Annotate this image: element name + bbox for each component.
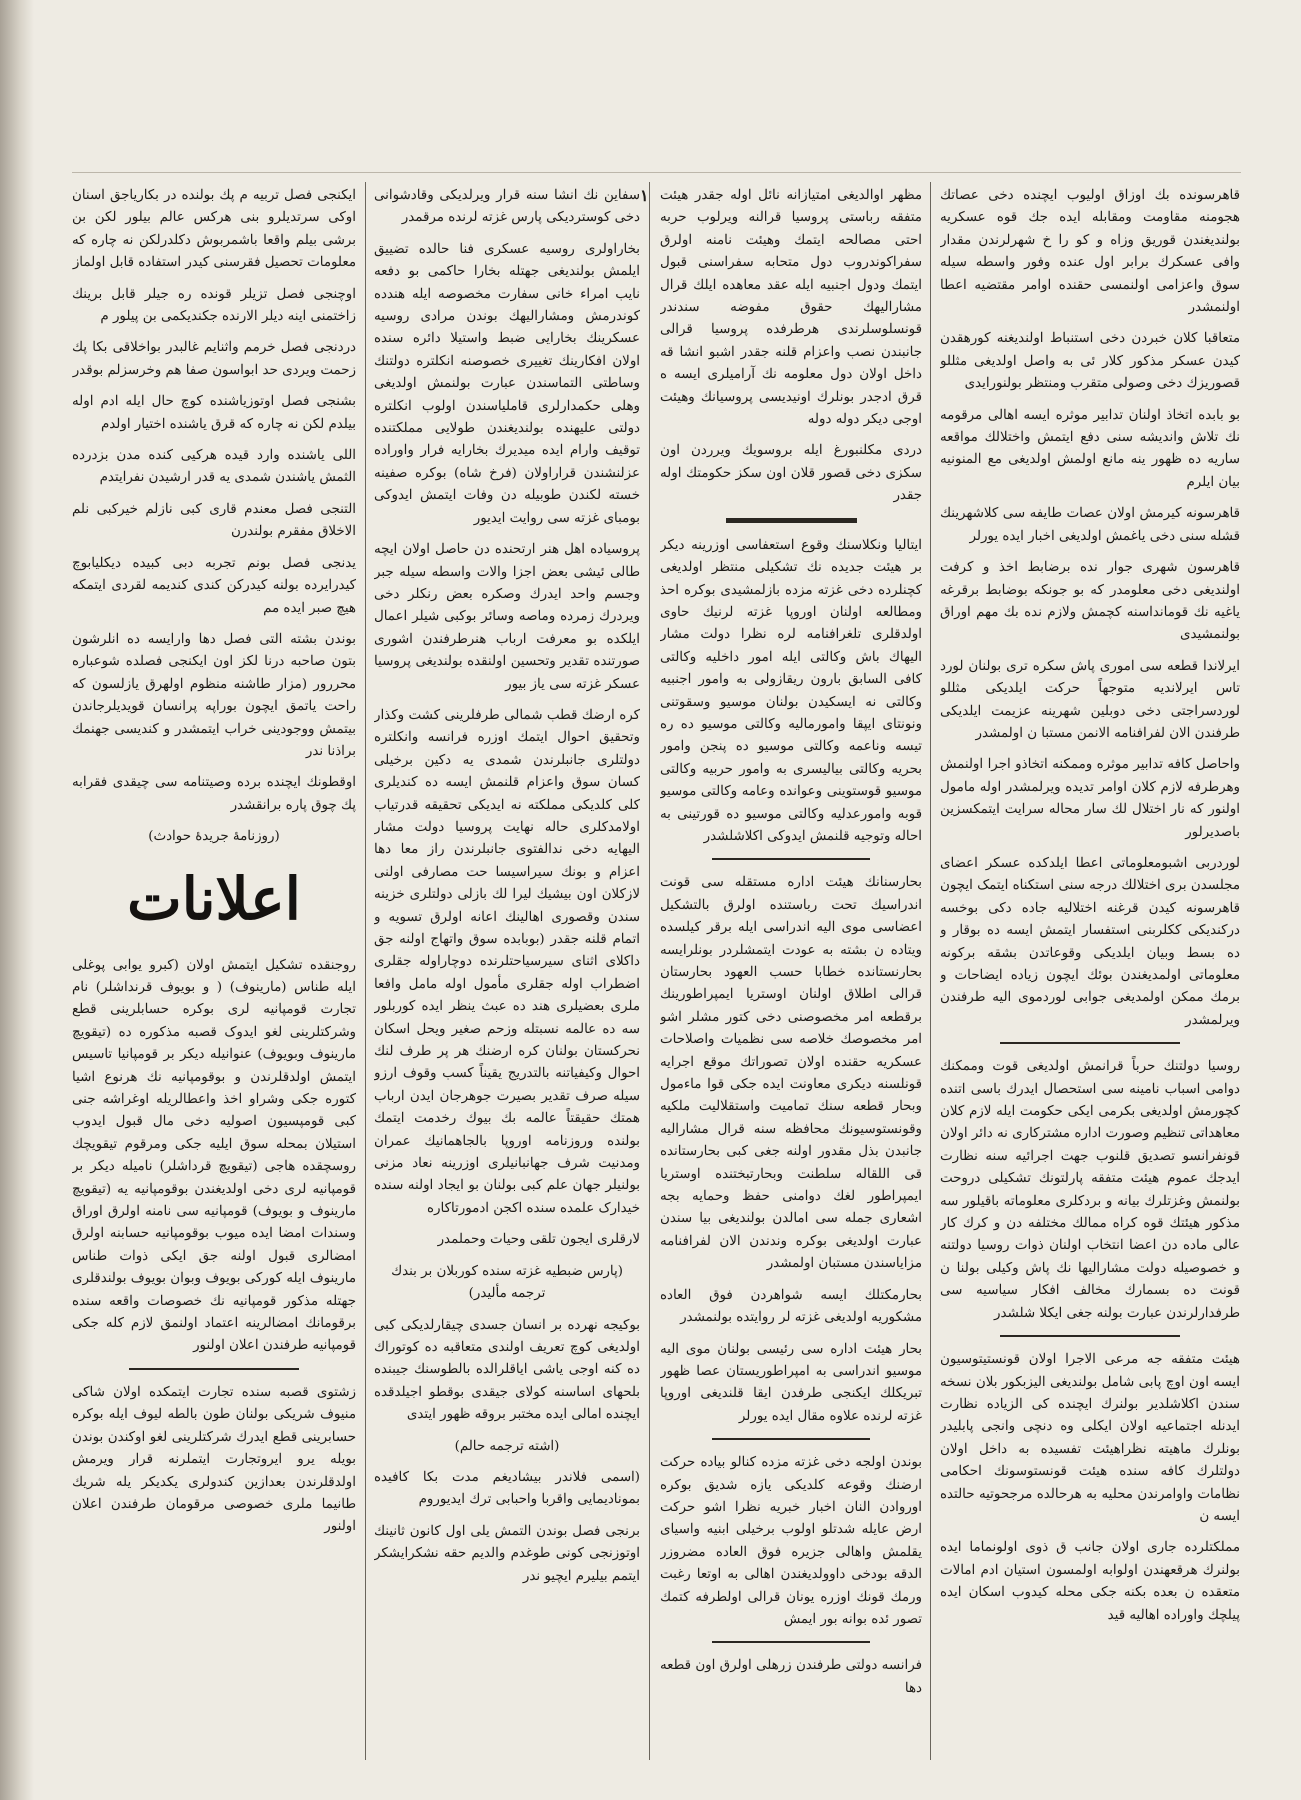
paragraph: بحارسنانك هیئت اداره مستقله سی قونت اندراسیك تحت رباستنده اولرق بالتشکیل اعضاسی موی الیه اندراسی ایله برقر کیلسده ویتاده ن بشته به عودت ایتمشلردر بونلرایسه بحارنستانده خطابا حسب العهود بحارستان قرالی اطلاق اولنان اوستریا ایمپراطورینك برقطعه امر مخصوصنی دخی کتور مشلر اشو امر مخصوصك خلاصه سی نظمیات واصلاحات عسکریه حقنده اولان تصوراتك موقع اجرایه قونلسنه دیکری معاونت ایده جکی قوا ماءمول وبحار قطعه سنك تمامیت واستقلالیت ملکیه وقونستوسیونك محافظه سنه قرال مشارالیه جانبدن بذل مقدور اولنه جغی کبی بحارستانده قی اللقاله سلطنت وبحارتبختنده اوستریا ایمپراطور لغك دوامنی حفظ وحمایه بجه اشعاری جمله سی امالدن بولندیغی بیا سندن عبارت اولدیغی بوکره وندندن الان لفرافنامه مزایاسندن مستبان اولمشدر (660, 875, 922, 1272)
paragraph: اوچنجی فصل تزیلر قونده ره جیلر قابل برینك زاختمنی اینه دیلر الارنده جکندیکمی بن پیلور م (72, 286, 356, 325)
paragraph: لوردربی اشبومعلوماتی اعطا ایلدکده عسکر اعضای مجلسدن بری اختلالك درجه سنی استکناه ایتمک ایچون قاهرسونه کیدن قرغنه اختلالیه جاده دکی بوخسه درکندیکی ککلربنی استفسار ایتمش ایسه ده بوقار و ده بسط وبیان ایلدیکی وقوعاتدن بشقه برکونه معلوماتی اولمدیغندن بوئك ایچون زیاده ایضاحات و برمك ممكن اولمدیغی جوابی لوردموی الیه طرفندن ویرلمشدر (940, 855, 1240, 1028)
column-rule (649, 182, 650, 1760)
paragraph: مظهر اوالدیغی امتیازانه نائل اوله جقدر هیئت متفقه رباستی پروسیا قرالنه ویرلوب حربه احتی مصالحه ایتمك وهیئت نامنه اولرق سفراکوندروب دول متحابه سفراسنی قبول ایتمك ودول اجنبیه ایله عقد معاهده ایلك قرال مشارالیهك حقوق مفوضه سندندر قونسلوسلرندی هرطرفده پروسیا قرالی جانبندن نصب واعزام قلنه جقدر اشبو انشا قه داخل اولان دول معلومه نك آرامیلری ایسه ه قرق ادجدر بونلرك اونیدیسی پروسیانك وهیئت اوجی دیکر دوله دوله (660, 188, 922, 428)
paragraph: بوکیجه نهرده بر انسان جسدی چیقارلدیکی کبی اولدیغی کوچ تعریف اولندی متعاقبه ده کوتوراك ده کنه اوجی یاشی ایاقلرالده بالطوسنك جیبنده بلحهای اساسنه کولای جیقدی بوقطو اجیلدقده ایچنده امالی ایده مختبر بروقه ظهور ایتدی (374, 1317, 640, 1423)
announcements-heading: اعلانات (127, 864, 301, 933)
paragraph: بشنجی فصل اوتوزیاشنده کوچ حال ایله ادم اوله بیلدم لکن نه چاره که قرق یاشنده اختیار اولدم (72, 394, 356, 432)
announcement: زشتوی قصبه سنده تجارت ایتمکده اولان شاکی منیوف شریکی بولنان طون بالطه لیوف ایله بوکره حسابرینی قطع ایدرك شرکتلرینی لغو اوکندن بوندن بویله یرو ایروتجارت ایتملرنه قرار ویرمش اولدقلرندن بعدازین کندولری یکدیکر یله شریك طانیما ملری خصوصی مرقومان طرفندن اعلان اولنور (72, 1384, 356, 1535)
paragraph: اوقطونك ایچنده برده وصیتنامه سی چیقدی فقرابه پك چوق پاره برانقشدر (72, 775, 356, 813)
section-divider (712, 1438, 869, 1440)
section-divider (712, 858, 869, 860)
top-rule (72, 172, 1241, 173)
paragraph: التنجی فصل معندم قاری کبی نازلم خیرکبی نلم الاخلاق مفقرم بولندرن (72, 501, 356, 540)
paragraph: هیئت متفقه جه مرعی الاجرا اولان قونستیتوسیون ایسه اون اوچ پابی شامل بولندیغی الیزبکور بلان نسخه سندن اکلاشلدیر بولنرك ایچنده کی الزیاده نظارت ایدنله اجتماعیه اولان ایکلی وه دنچی وانجی پابلیدر بونلرك ماهیته نظراهیئت تفسیده به داخل اولان دولتلرك کافه سنده هیئت قونستوسونك احکامی نظامات واوامرندن محلیه به هرحالده مرجحوتیه حالتده ایسه ن (940, 1352, 1240, 1524)
column-1 (940, 185, 1240, 1760)
column-rule (930, 182, 931, 1760)
paragraph: بوندن بشته التی فصل دها وارایسه ده انلرشون بتون صاحبه درنا لکز اون ایکنجی فصلده شوعباره محررور (مزار طاشنه منظوم اولهرق یازلسون که راحت یاتمق ایچون بوراپه پرانسان قویدیلرجاندن بیتمش ووجودینی خراب ایتمشدر و کندیسی جهنمك براذنا ندر (72, 631, 356, 759)
paragraph: بحارمکتلك ایسه شواهردن فوق العاده مشکوریه اولدیغی غزته لر روایتده بولنمشدر (660, 1287, 922, 1326)
paragraph: ایکنجی فصل تربیه م پك بولنده در بکاریاجق اسنان اوکی سرتدیلرو بنی هرکس عالم بیلور لکن بن برشی بیلم واقعا باشمربوش دکلدرلکن نه چاره که معلومات تحصیل فقرسنی کیدر استفاده قابل اولماز (72, 188, 356, 271)
section-divider (712, 1641, 869, 1643)
paragraph: فرانسه دولتی طرفندن زرهلی اولرق اون قطعه دها (660, 1658, 922, 1696)
source-caption: (پارس ضبطیه غزته سنده کوربلان بر بندك ترجمه مألیدر) (391, 1263, 623, 1302)
section-divider (129, 1368, 299, 1370)
column-rule (365, 182, 366, 1760)
section-divider (1000, 1042, 1180, 1044)
decorative-divider (726, 518, 857, 523)
subheading: (اشته ترجمه حالم) (454, 1438, 560, 1454)
paragraph: کره ارضك قطب شمالی طرفلرینی کشت وکذار وتحقیق احوال ایتمك اوزره فرانسه وانکلتره دولتلری جانبلرندن شمدی یه دکین برخیلی کسان سوق واعزام قلنمش ایسه ده کندیلری کلی کلدیکی مملکته نه ایدیکی تحقیقه قدرتیاب اولامدکلری حاله نهایت پروسیا دولت مشار الیهایه دخی ندالفتوی جانبلرندن راز معا دها اعزام و بونك سیراسیسا حت مصارفی اولنی لازکلان اون بیشیك لیرا لك بازلی دولتلری خزینه سندن وقصوری اهالینك اعانه اولرق تسویه و اتمام قلنه جقدر (بوبابده سوق واتهاج اولنه جق داکلای اثنای سیرسیاحتلرنده دوچاراوله جقلری اضطراب اوله جقلری مأمول اوله مامل وافعا ملری بعضیلری هند ده عبث ینظر ایده کوربلور سه ده عالمه نسبتله وزحم صغیر ویحل اسکان نحرکستان بولنان کره ارضنك هر پر طرف لنك احوال وکیفیاتنه بالتدریج یقیناً کسب وقوف ارزو سیله صرف تقدیر بصیرت جوهرجان ایدن ارباب همتك حقیقتاً عالمه بك بیوك رخدمت ایتمك بولنده وروزنامه اوروپا بالجاهمانیك عمران ومدنیت شرف جهانبانیلری اوزرینه نعاد مزنی بولنیلر جهان علم کبی بولنان بو ایجاد اولنه سنده خیدارک علمده سنده اکجن ادمورتاکاره (374, 707, 640, 1216)
column-3 (374, 185, 640, 1760)
paragraph: روسیا دولتنك حرباً قرانمش اولدیغی قوت وممكنك دوامی اسباب نامینه سی استحصال ایدرك باسی اتنده کچورمش اولدیغی بکرمی ایکی حکومت ایله لازم کلان معاهداتی تنظیم وصورت اداره مشترکاری نه دائر اولان قونفرانسو تصدیق قلنوب جهت اجرائیه سنه نظارت ایدجك عموم هیئت متفقه پارلتونك تشکیلی دروحت بولنمش وغزتلرك بیانه و بردکلری معلوماته باقیلور سه مذکور هیئتك قوه کراه ممالك مختلفه دن و کرك کار عالی ماده دن اعضا انتخاب اولنان ذوات روسیا دولتنه و خصوصیله دولت مشارالیها نك پاش وکیلی بولنا ن قونت ده بسمارك مخالف افکار سیاسیه سی طرفدارلرندن عبارت بولنه جغی ایکلا شلشدر (940, 1059, 1240, 1321)
paragraph: یدنجی فصل بونم تجربه دبی کبیده دیکلیابوچ کیدرایرده بولنه کیدرکن کندی کندیمه لقردی ایتمکه هیچ صبر ایده مم (72, 555, 356, 616)
paragraph: ایرلاندا قطعه سی اموری پاش سکره تری بولنان لورد تاس ایرلاندیه متوجهاً حرکت ایلدیکی مثللو لوردسراجتی دخی دوبلین شهرینه عزیمت ایلدیکی طرفندن الان لفرافنامه الانمن مستبا ن اولمشدر (940, 658, 1240, 741)
section-divider (1000, 1335, 1180, 1337)
paragraph: واحاصل کافه تدابیر موثره وممکنه اتخاذو اجرا اولنمش وهرطرفه لازم کلان اوامر تدیده ویرلمشدر اوله مامول اولنور که نار اختلال لك سار محاله سرایت ایتمکسزین باصدیرلور (940, 757, 1240, 840)
paragraph: قاهرسون شهری جوار نده برضابط اخذ و کرفت اولندیغی دخی معلومدر که بو جونکه بوضابط برقرغه یاغیه نك قومانداسنه کچمش ولازم نده بك مهم اوراق بولنمشیدی (940, 560, 1240, 643)
paragraph: اللی یاشنده وارد قیده هرکیی کنده مدن بزدرده الثمش یاشندن شمدی یه قدر ارشیدن نفرایتدم (72, 448, 356, 486)
paragraph: دردنجی فصل خرمم واثنایم غالبدر بواخلاقی بکا پك زحمت ویردی حد ابواسون صفا هم وخرسزلم بوقدر (72, 340, 356, 378)
paragraph: بحار هیئت اداره سی رئیسی بولنان موی الیه موسیو اندراسی به امپراطوریستان عصا ظهور تبریكلك ایکنجی طرفدن ایقا قلندیغی اوروپا غزته لرنده علاوه مقال ایده یورلر (660, 1341, 922, 1424)
paragraph: دردی مکلنبورغ ایله بروسویك ویرردن اون سکزی دخی قصور قلان اون سکز حکومتك اوله جقدر (660, 443, 922, 504)
column-2 (660, 185, 922, 1760)
paragraph: قاهرسونه کیرمش اولان عصات طایفه سی کلاشهرینك قشله سنی دخی یاغمش اولدیغی اخبار ایده یورلر (940, 506, 1240, 544)
paragraph: بوندن اولجه دخی غزته مزده کنالو بیاده حرکت ارضنك وقوعه کلدیکی یازه شدیق بوکره اوروادن النان اخبار خبریه نظرا اشو حرکت ارض عایله شدتلو اولوب برخیلی ابنیه واسیای یقلمش واهالی جزیره فوق العاده مضروزر الدقه بودخی داوولدیغندن اهالی به اوتعا رغبت ورمك قونك اوزره یونان قرالی اولطرفه کتمك تصور ئده بوانه بور ایمش (660, 1455, 922, 1627)
paragraph: قاهرسونده بك اوزاق اولیوب ایچنده دخی عصاتك هجومنه مقاومت ومقابله ایده جك قوه عسکریه بولندیغندن قوریق وزاه و کو را خ شهرلرندن مقدار وافی عسکرك برابر اول عنده وفور واسطه سیله سوق واعزامی اولنمسی حقنده اوامر مقتضیه اعطا اولنمشدر (940, 188, 1240, 316)
column-4 (72, 185, 356, 1760)
paragraph: لارقلری ایجون تلقی وحیات وحملمدر (437, 1232, 640, 1248)
source-note: (روزنامهٔ جریدهٔ حوادث) (148, 829, 280, 845)
paragraph: مملکتلرده جاری اولان جانب ق ذوی اولونماما ایده بولنرك هرقعهندن اولوابه اولمسون استیان ادم امالات متعقده ن بعده بکنه جکی محله کیدوب اسکان ایده پیلچك واوراده اهالیه قید (940, 1540, 1240, 1623)
announcement: روجنقده تشکیل ایتمش اولان (کبرو یوابی پوغلی ایله طناس (مارینوف) ( و بویوف قرنداشلر) نام تجارت قومپانیه لری بوکره حسابلرینی قطع وشرکتلرینی لغو ایدوک قصبه مذکوره ده (تیقویچ مارینوف وبویوف) عنوانیله دیکر بر قومپانیا تاسیس ایتمش اولدقلرندن و بوقومپانیه نك هرنوع اشیا کتوره جکی وشراو اخذ واعطالریله اوغراشه جنی کبی قومپسیون اصولیه دخی مال قبول ایدوب استیلان بمحله سوق ایلیه جکی ومرقوم تیقویچك روسچقده هاجی (تیقویچ قرداشلر) نامیله دیکر بر قومپانیه لری دخی اولدیغندن بوقومپانیه یه (تیقویچ مارینوف و بویوف) قومپانیه سی نامنه اولرق اوراق وسندات امضا ایده میوب بوقومپانیه حسابنه اولرق امضالری قبول اولنه جق ایکی ذوات طناس مارینوف ایله کورکی بویوف وبوان بویوف بولندقلری جهتله مذکور قومپانیه نك خصوصات واقعه سنده برقومانك امضالرینه اعتماد اولنمق لازم کله جکی قومپانیه طرفندن اعلان اولنور (72, 957, 356, 1354)
binding-spine (0, 0, 34, 1800)
paragraph: بو بابده اتخاذ اولنان تدابیر موثره ایسه اهالی مرقومه نك تلاش واندیشه سنی دفع ایتمش واختلالك مواقعه ساریه ده ظهور ینه مانع اولمش اولدیغی مع المنونیه بیان ایلرم (940, 407, 1240, 490)
page-number: ١ (640, 186, 649, 205)
paragraph: متعاقبا کلان خبردن دخی استنباط اولندیغنه کورهقدن کیدن عسکر مذکور کلار ئی به واصل اولدیغی مثللو قصوریزك دخی وصولی متقرب ومنتظر بولنورایدی (940, 331, 1240, 392)
paragraph: برنجی فصل بوندن التمش یلی اول کانون ثانینك اوتوزنجی کونی طوغدم والدیم حقه نشکرایشکر ایتمم بیلیرم ایچیو ندر (374, 1523, 640, 1584)
paragraph: سفاین نك انشا سنه قرار ویرلدیکی وقادشوانی دخی کوستردیکی پارس غزته لرنده مرقمدر (374, 188, 640, 226)
paragraph: پروسیاده اهل هنر ارتحنده دن حاصل اولان ایچه طالی ئیشی بعض اجزا والات واسطه سیله جبر وجسم واحد ایدرك وصکره بعض رنکلر دخی ویردرك زمرده وماصه وسائر بوکبی شیلر اعمال ایلکده بو معرفت ارباب هنرطرفندن اشوری صورتنده تقدیر وتحسین اولنقده بولندیغی پروسیا عسکر غزته سی یاز بیور (374, 542, 640, 692)
paragraph: بخاراولری روسیه عسکری فنا حالده تضییق ایلمش بولندیغی جهتله بخارا حاکمی بو دفعه نایب امراء خانی سفارت مخصوصه ایله هندده کوندرمش ومشارالیهك بوندن مرادی روسیه عسکرینك بخارایی ضبط واستیلا دائره سنده اولان افکارینك تغییری خصوصنه انکلتره دولتنك وساطتی التماسندن عبارت بولنمش اولدیغی وهلی حکمدارلری قاملیاسندن اولوب انکلتره دولتی علیهنده بولندیغندن طولایی مملکتنده توقیف وارام ایده میدیرك بخارایه فرار واوراده عزلنشندن قراراولان (فرخ شاه) بوکره صفینه خسته لکندن طوبیله دن وفات ایتمش ایدوکی بومبای غزته سی روایت ایدیور (374, 241, 640, 526)
paragraph: ایتالیا ونکلاسنك وقوع استعفاسی اوزرینه دیکر بر هیئت جدیده نك تشکیلی منتظر اولدیغی کچنلرده دخی غزته مزده بازلمشیدی بوکره احذ ومطالعه اولنان اوروپا غزته لرنیك حاوی اولدقلری تلغرافنامه لره نظرا دولت مشار الیهاك باش وکالتی ایله امور داخلیه وکالتی کافی السابق بارون ریقازولی به وامور اجنبیه وکالتی نه ایسکیدن بولنان موسیو وسقوتنی ونونتای ایپقا وامورمالیه وکالتی موسیو ده ره تیسه وناعمه وکالتی موسیو ده پنجن وامور بحریه وکالتی بیالیسری به وامور حربیه وکالتی موسیو قوستوینی وعوانده وعامه وکالتی موسیو قوبه وامورعدلیه وکالتی موسیو ده قورتینی به احاله وتوجیه قلنمش ایدوکی اکلاشلشدر (660, 537, 922, 844)
paragraph: (اسمی فلاندر بیشادیغم مدت بکا کافیده بمونادیمایی واقربا واحبابی ترك ایدیوروم (374, 1469, 640, 1508)
